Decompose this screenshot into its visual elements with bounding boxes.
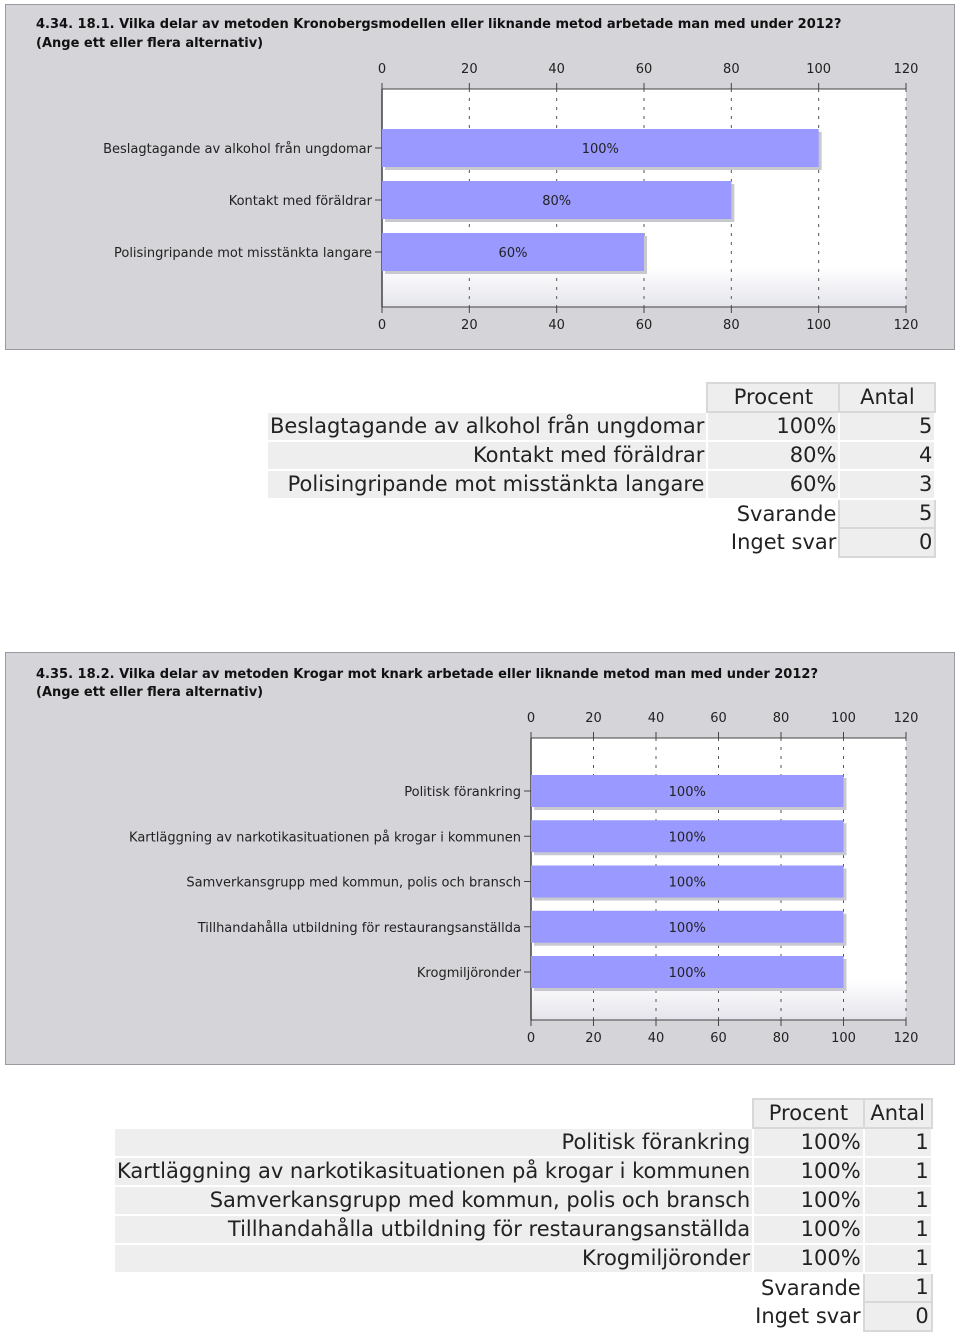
table-2-row-2-percent: 100% (753, 1186, 864, 1215)
chart-1-tick-label-bottom: 20 (461, 318, 478, 333)
table-1-row-1-percent: 80% (707, 441, 839, 470)
table-2-row-1-percent: 100% (753, 1157, 864, 1186)
chart-2-category-label-1: Kartläggning av narkotikasituationen på krogar i kommunen (129, 830, 521, 846)
table-2-row-4-label: Krogmiljöronder (114, 1244, 753, 1273)
table-1-header-antal: Antal (839, 383, 935, 412)
chart-2-tick-label-bottom: 40 (647, 1031, 665, 1046)
table-2-row-4-count: 1 (864, 1244, 932, 1273)
chart-2-data-label-3: 100% (668, 920, 706, 936)
table-row (114, 1157, 932, 1186)
table-1-row-1-label: Kontakt med föräldrar (267, 441, 707, 470)
chart-1-tick-label-bottom: 0 (377, 318, 387, 333)
table-1-row-2-count: 3 (839, 470, 935, 499)
table-1-svarande-label: Svarande (707, 499, 839, 528)
chart-1-category-label-2: Polisingripande mot misstänkta langare (113, 246, 372, 261)
table-1-row-2-percent: 60% (707, 470, 839, 499)
table-2-row-3-percent: 100% (753, 1215, 864, 1244)
chart-panel-1 (5, 4, 955, 350)
table-1-header-row (267, 383, 935, 412)
table-2-row-3-label: Tillhandahålla utbildning för restaurangsanställda (114, 1215, 753, 1244)
chart-1-tick-label-top: 0 (377, 62, 387, 77)
chart-2-category-label-0: Politisk förankring (404, 785, 521, 800)
chart-2-category-label-2: Samverkansgrupp med kommun, polis och bransch (186, 875, 521, 891)
table-row (267, 470, 935, 499)
table-2-svarande-value: 1 (864, 1273, 932, 1302)
table-row (114, 1244, 932, 1273)
table-2-inget-svar-value: 0 (864, 1302, 932, 1331)
table-2-row-3-count: 1 (864, 1215, 932, 1244)
table-2-inget-svar-label: Inget svar (753, 1302, 864, 1331)
table-2-row-1-count: 1 (864, 1157, 932, 1186)
table-row (114, 1128, 932, 1157)
chart-2-tick-label-top: 20 (585, 711, 602, 726)
table-1-row-1-count: 4 (839, 441, 935, 470)
chart-2-subtitle: (Ange ett eller flera alternativ) (36, 685, 264, 700)
table-row (114, 1186, 932, 1215)
table-2-row-1-label: Kartläggning av narkotikasituationen på krogar i kommunen (114, 1157, 753, 1186)
table-2-header-antal: Antal (864, 1099, 932, 1128)
chart-2-data-label-4: 100% (668, 966, 706, 981)
chart-2-tick-label-bottom: 100 (831, 1031, 856, 1046)
table-1-row-0-percent: 100% (707, 412, 839, 441)
chart-2-tick-label-top: 0 (526, 711, 536, 726)
chart-1-category-label-0: Beslagtagande av alkohol från ungdomar (103, 142, 372, 157)
results-table-1 (266, 382, 936, 558)
table-2-row-0-label: Politisk förankring (114, 1128, 753, 1157)
table-2-svarande-label: Svarande (753, 1273, 864, 1302)
chart-2-tick-label-bottom: 0 (526, 1031, 536, 1046)
chart-1-tick-label-top: 100 (806, 62, 832, 77)
table-2-header-procent: Procent (753, 1099, 864, 1128)
chart-1-tick-label-top: 40 (548, 62, 565, 77)
table-1-summary-svarande (267, 499, 935, 528)
results-table-2 (113, 1098, 933, 1332)
chart-1-tick-label-bottom: 120 (893, 318, 919, 333)
chart-1-data-label-0: 100% (581, 142, 619, 157)
chart-2-tick-label-bottom: 120 (893, 1031, 919, 1046)
chart-1-category-label-1: Kontakt med föräldrar (228, 194, 372, 209)
table-2-header-row (114, 1099, 932, 1128)
chart-1-tick-label-bottom: 100 (806, 318, 832, 333)
table-2-summary-svarande (114, 1273, 932, 1302)
chart-2-data-label-0: 100% (668, 785, 706, 800)
chart-1-tick-label-bottom: 60 (635, 318, 653, 333)
chart-2-data-label-2: 100% (668, 875, 706, 891)
chart-2-data-label-1: 100% (668, 830, 706, 846)
chart-1-tick-label-bottom: 40 (548, 318, 565, 333)
table-row (267, 412, 935, 441)
table-2-row-0-count: 1 (864, 1128, 932, 1157)
chart-2-svg (6, 653, 954, 1064)
table-1-row-0-count: 5 (839, 412, 935, 441)
chart-1-tick-label-top: 80 (723, 62, 740, 77)
table-2-row-2-count: 1 (864, 1186, 932, 1215)
chart-1-tick-label-top: 20 (461, 62, 478, 77)
chart-2-category-label-4: Krogmiljöronder (416, 966, 521, 981)
chart-2-category-label-3: Tillhandahålla utbildning för restaurangsanställda (197, 920, 521, 936)
table-1-summary-inget-svar (267, 528, 935, 557)
chart-1-tick-label-top: 120 (893, 62, 919, 77)
chart-panel-2 (5, 652, 955, 1065)
table-2-summary-inget-svar (114, 1302, 932, 1331)
table-1-svarande-value: 5 (839, 499, 935, 528)
table-row (267, 441, 935, 470)
chart-1-data-label-1: 80% (542, 194, 572, 209)
chart-1-title: 4.34. 18.1. Vilka delar av metoden Kronobergsmodellen eller liknande metod arbetade man med under 2012? (36, 17, 842, 32)
table-1-inget-svar-label: Inget svar (707, 528, 839, 557)
chart-1-svg (6, 5, 954, 349)
table-1-header-procent: Procent (707, 383, 839, 412)
chart-1-data-label-2: 60% (498, 246, 528, 261)
chart-2-title: 4.35. 18.2. Vilka delar av metoden Krogar mot knark arbetade eller liknande metod man med under 2012? (36, 667, 818, 682)
chart-2-tick-label-bottom: 80 (772, 1031, 790, 1046)
table-2-row-4-percent: 100% (753, 1244, 864, 1273)
chart-2-tick-label-top: 100 (831, 711, 856, 726)
chart-2-tick-label-top: 80 (772, 711, 790, 726)
table-row (114, 1215, 932, 1244)
table-1-row-2-label: Polisingripande mot misstänkta langare (267, 470, 707, 499)
chart-1-tick-label-bottom: 80 (723, 318, 740, 333)
table-1-inget-svar-value: 0 (839, 528, 935, 557)
table-2-row-0-percent: 100% (753, 1128, 864, 1157)
chart-2-tick-label-bottom: 20 (585, 1031, 602, 1046)
chart-2-tick-label-top: 60 (710, 711, 727, 726)
chart-1-tick-label-top: 60 (635, 62, 653, 77)
chart-2-tick-label-bottom: 60 (710, 1031, 727, 1046)
chart-2-tick-label-top: 120 (893, 711, 919, 726)
table-2-row-2-label: Samverkansgrupp med kommun, polis och bransch (114, 1186, 753, 1215)
chart-2-tick-label-top: 40 (647, 711, 665, 726)
table-1-row-0-label: Beslagtagande av alkohol från ungdomar (267, 412, 707, 441)
chart-1-subtitle: (Ange ett eller flera alternativ) (36, 36, 264, 51)
